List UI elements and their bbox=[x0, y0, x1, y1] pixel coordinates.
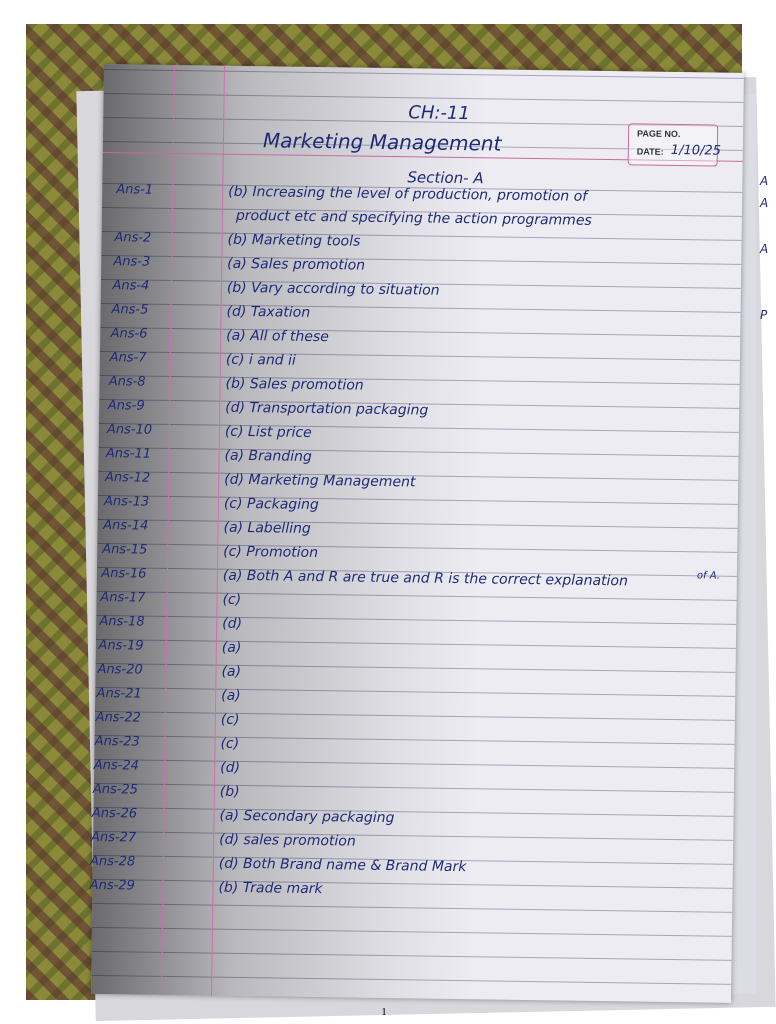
answer-text: (b) Trade mark bbox=[218, 879, 323, 898]
answer-label: Ans-9 bbox=[107, 398, 145, 414]
answer-label: Ans-24 bbox=[93, 757, 140, 774]
answer-label: Ans-5 bbox=[111, 302, 149, 318]
edge-letter: A bbox=[760, 174, 769, 188]
answer-text: (b) Vary according to situation bbox=[226, 279, 440, 299]
answer-text: (c) i and ii bbox=[225, 351, 296, 369]
answer-label: Ans-2 bbox=[114, 230, 152, 246]
ans16-continuation: of A. bbox=[696, 570, 721, 582]
edge-letter: A bbox=[760, 242, 769, 256]
page-number: 1 bbox=[381, 1006, 387, 1018]
answer-label: Ans-23 bbox=[94, 733, 140, 750]
answer-label: Ans-12 bbox=[104, 470, 151, 486]
answer-label: Ans-7 bbox=[109, 350, 147, 366]
answer-label: Ans-27 bbox=[90, 829, 137, 846]
answer-text: (d) bbox=[222, 615, 243, 632]
answer-text: (b) Sales promotion bbox=[225, 375, 364, 394]
answer-label: Ans-4 bbox=[112, 278, 150, 294]
answer-label: Ans-20 bbox=[97, 661, 143, 678]
answer-text: (b) Marketing tools bbox=[227, 231, 361, 250]
edge-letter: P bbox=[760, 308, 768, 322]
answer-label: Ans-10 bbox=[106, 422, 153, 438]
answer-text: (a) Both A and R are true and R is the correct explanation bbox=[222, 567, 629, 590]
answer-text: (a) All of these bbox=[226, 327, 329, 346]
answer-label: Ans-13 bbox=[103, 494, 150, 510]
page-no-box bbox=[628, 123, 722, 166]
section-heading: Section- A bbox=[407, 168, 484, 188]
answer-label: Ans-18 bbox=[99, 613, 145, 630]
answer-label: Ans-15 bbox=[102, 542, 148, 558]
answer-text: (d) Marketing Management bbox=[224, 471, 416, 491]
edge-letter: A bbox=[760, 196, 769, 210]
answer-text: (d) Both Brand name & Brand Mark bbox=[218, 855, 467, 876]
answer-text: (c) bbox=[220, 735, 240, 752]
answer-label: Ans-25 bbox=[92, 781, 139, 798]
answer-text: (c) bbox=[222, 591, 242, 608]
margin-line bbox=[161, 65, 175, 995]
answer-text: (b) bbox=[219, 783, 240, 800]
answer-text: (a) bbox=[221, 687, 241, 704]
page-title: Marketing Management bbox=[262, 128, 502, 156]
answer-label: Ans-14 bbox=[103, 518, 149, 534]
answer-text: (a) Sales promotion bbox=[227, 255, 366, 274]
answer-text: (a) bbox=[221, 639, 242, 656]
answer-label: Ans-11 bbox=[105, 446, 152, 462]
date-value: 1/10/25 bbox=[670, 142, 722, 159]
answer-text: (a) Secondary packaging bbox=[219, 807, 395, 827]
answer-label: Ans-22 bbox=[95, 709, 141, 726]
answer-text: (d) Transportation packaging bbox=[225, 399, 429, 419]
answer-text: (c) bbox=[220, 711, 240, 728]
answer-text: (a) Labelling bbox=[223, 519, 311, 537]
answer-text: (b) Increasing the level of production, promotion of bbox=[228, 183, 588, 205]
date-label: DATE: bbox=[636, 146, 664, 157]
answer-text: (d) bbox=[220, 759, 241, 776]
answer-label: Ans-21 bbox=[96, 685, 142, 702]
answer-text: (a) bbox=[221, 663, 242, 680]
answer-label: Ans-6 bbox=[110, 326, 148, 342]
answer-label: Ans-28 bbox=[89, 853, 136, 870]
answer-label: Ans-1 bbox=[116, 182, 154, 198]
answer-label: Ans-29 bbox=[89, 877, 135, 894]
answer-label: Ans-8 bbox=[108, 374, 146, 390]
answer-text: product etc and specifying the action programmes bbox=[235, 207, 592, 229]
notebook-photo bbox=[26, 24, 769, 1000]
page-no-label: PAGE NO. bbox=[637, 128, 681, 140]
answer-text: (c) Promotion bbox=[223, 543, 319, 562]
answer-label: Ans-3 bbox=[113, 254, 151, 270]
answer-label: Ans-19 bbox=[98, 637, 144, 654]
answer-label: Ans-16 bbox=[101, 566, 147, 582]
answer-text: (d) Taxation bbox=[226, 303, 311, 321]
chapter-heading: CH:-11 bbox=[408, 102, 471, 125]
notebook-page bbox=[91, 64, 744, 1003]
answer-text: (c) List price bbox=[224, 423, 312, 441]
answer-text: (d) sales promotion bbox=[219, 831, 356, 850]
answer-text: (c) Packaging bbox=[223, 495, 319, 514]
answer-text: (a) Branding bbox=[224, 447, 312, 465]
answer-label: Ans-17 bbox=[100, 590, 146, 606]
answer-label: Ans-26 bbox=[91, 805, 138, 822]
